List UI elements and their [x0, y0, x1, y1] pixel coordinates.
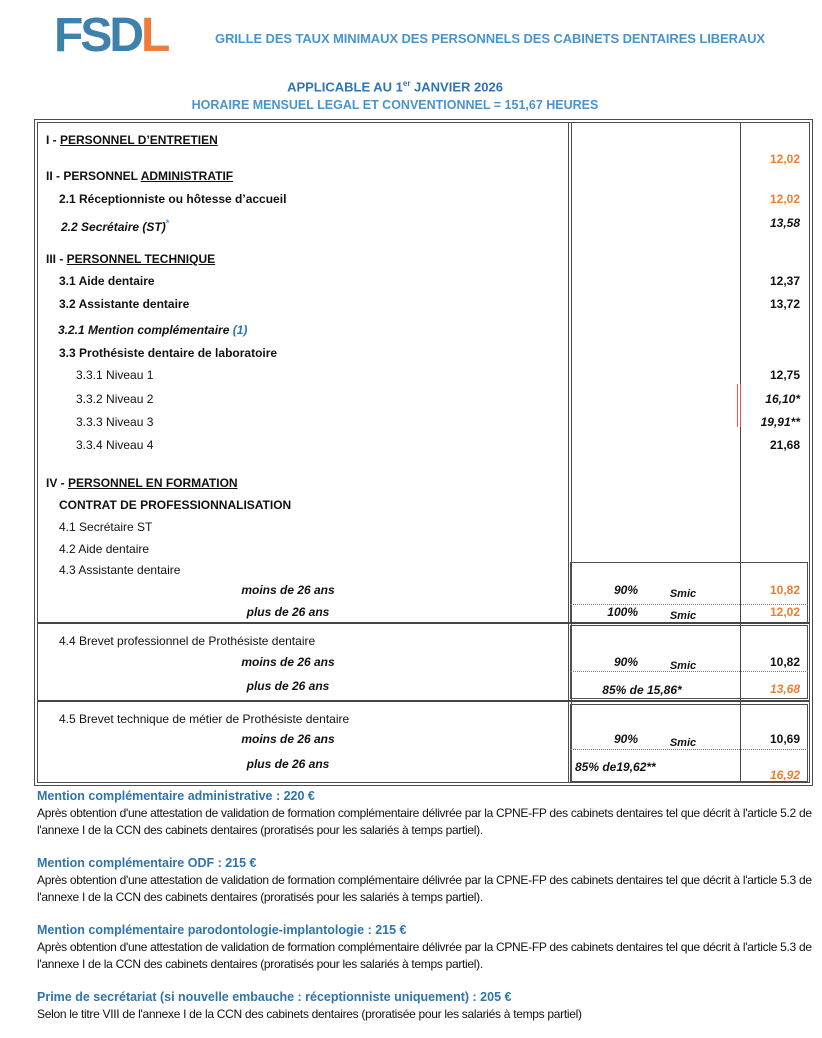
- dotted-divider-45: [570, 749, 808, 750]
- note-heading: Mention complémentaire ODF : 215 €: [37, 856, 257, 870]
- row-label-r2: II - PERSONNEL ADMINISTRATIF: [46, 169, 234, 183]
- rate-value: 12,75: [769, 368, 800, 382]
- row-label-r42: 4.2 Aide dentaire: [59, 542, 150, 556]
- note-block: [37, 787, 817, 839]
- rate-value: 12,02: [769, 605, 800, 619]
- note-block: [37, 921, 817, 973]
- row-label-r332: 3.3.2 Niveau 2: [76, 392, 154, 406]
- row-label-m43a: moins de 26 ans: [241, 583, 335, 597]
- row-label-r31: 3.1 Aide dentaire: [59, 274, 155, 288]
- row-label-m45b: plus de 26 ans: [246, 757, 330, 771]
- row-label-m44a: moins de 26 ans: [241, 655, 335, 669]
- formation-box-44: [570, 625, 808, 699]
- row-label-m43b: plus de 26 ans: [246, 605, 330, 619]
- row-label-r333: 3.3.3 Niveau 3: [76, 415, 154, 429]
- dotted-divider-44: [570, 671, 808, 672]
- section-divider-2: [38, 700, 809, 702]
- rate-formula: 85% de 15,86*: [602, 683, 682, 697]
- rate-value: 13,58: [769, 216, 800, 230]
- legal-hours-line: HORAIRE MENSUEL LEGAL ET CONVENTIONNEL = 151,67 HEURES: [191, 98, 599, 112]
- row-label-r21: 2.1 Réceptionniste ou hôtesse d’accueil: [59, 192, 287, 206]
- applicable-post: JANVIER 2026: [410, 79, 503, 95]
- rate-value: 13,68: [769, 682, 800, 696]
- percent-value: 90%: [613, 732, 638, 746]
- note-body: Après obtention d'une attestation de validation de formation complémentaire délivrée par la CPNE-FP des cabinets dentaires tel que décrit à l'article 5.2 de l'annexe I de la CCN des cabinets dentaires (proratisés pour les salariés à temps partiel).: [37, 806, 812, 837]
- row-label-m44b: plus de 26 ans: [246, 679, 330, 693]
- applicable-pre: APPLICABLE AU 1: [287, 79, 403, 95]
- logo-text-l: L: [141, 9, 168, 62]
- row-label-r334: 3.3.4 Niveau 4: [76, 438, 154, 452]
- note-heading: Prime de secrétariat (si nouvelle embauche : réceptionniste uniquement) : 205 €: [37, 990, 512, 1004]
- row-label-r32: 3.2 Assistante dentaire: [59, 297, 190, 311]
- row-label-rc: CONTRAT DE PROFESSIONNALISATION: [59, 498, 292, 512]
- row-label-r22: 2.2 Secrétaire (ST)*: [61, 218, 170, 234]
- row-label-r43: 4.3 Assistante dentaire: [59, 563, 181, 577]
- row-label-r4: IV - PERSONNEL EN FORMATION: [46, 476, 238, 490]
- note-heading: Mention complémentaire administrative : 220 €: [37, 789, 315, 803]
- logo-text-fsd: FSD: [54, 9, 141, 62]
- row-label-r45: 4.5 Brevet technique de métier de Prothésiste dentaire: [59, 712, 350, 726]
- applicable-ordinal: er: [402, 79, 411, 88]
- rate-value: 10,82: [769, 583, 800, 597]
- rate-value: 10,69: [769, 732, 800, 746]
- note-body: Selon le titre VIII de l'annexe I de la CCN des cabinets dentaires (proratisée pour les salariés à temps partiel): [37, 1007, 582, 1021]
- note-block: [37, 854, 817, 906]
- fsdl-logo: [54, 6, 167, 66]
- row-label-r1: I - PERSONNEL D’ENTRETIEN: [46, 133, 218, 147]
- formation-box-43: [570, 562, 808, 622]
- rate-value: 16,92: [769, 768, 800, 782]
- row-label-r44: 4.4 Brevet professionnel de Prothésiste dentaire: [59, 634, 316, 648]
- note-block: [37, 988, 817, 1023]
- smic-label: Smic: [669, 737, 697, 749]
- rate-value: 12,02: [769, 152, 800, 166]
- dotted-divider-43: [570, 604, 808, 605]
- rate-value: 10,82: [769, 655, 800, 669]
- rate-value: 21,68: [769, 438, 800, 452]
- percent-value: 90%: [613, 583, 638, 597]
- rate-value: 13,72: [769, 297, 800, 311]
- row-label-m45a: moins de 26 ans: [241, 732, 335, 746]
- row-label-r321: 3.2.1 Mention complémentaire (1): [58, 323, 248, 337]
- note-body: Après obtention d'une attestation de validation de formation complémentaire délivrée par la CPNE-FP des cabinets dentaires tel que décrit à l'article 5.3 de l'annexe I de la CCN des cabinets dentaires (proratisés pour les salariés à temps partiel).: [37, 940, 812, 971]
- percent-value: 100%: [607, 605, 638, 619]
- note-heading: Mention complémentaire parodontologie-implantologie : 215 €: [37, 923, 407, 937]
- applicable-date-line: [0, 79, 790, 94]
- notes-section: [37, 787, 817, 1038]
- note-body: Après obtention d'une attestation de validation de formation complémentaire délivrée par la CPNE-FP des cabinets dentaires tel que décrit à l'article 5.3 de l'annexe I de la CCN des cabinets dentaires (proratisés pour les salariés à temps partiel).: [37, 873, 812, 904]
- rate-value: 16,10*: [765, 392, 800, 406]
- rate-value: 12,37: [769, 274, 800, 288]
- row-label-r3: III - PERSONNEL TECHNIQUE: [46, 252, 216, 266]
- smic-label: Smic: [669, 610, 697, 622]
- revision-bar: [737, 384, 741, 427]
- rate-formula: 85% de19,62**: [575, 760, 656, 774]
- formation-box-45: [570, 704, 808, 782]
- section-divider-1: [38, 622, 809, 624]
- rate-table: [34, 119, 813, 786]
- row-label-r41: 4.1 Secrétaire ST: [59, 520, 153, 534]
- document-title: GRILLE DES TAUX MINIMAUX DES PERSONNELS DES CABINETS DENTAIRES LIBERAUX: [214, 31, 766, 46]
- rate-value: 12,02: [769, 192, 800, 206]
- percent-value: 90%: [613, 655, 638, 669]
- row-label-r33: 3.3 Prothésiste dentaire de laboratoire: [59, 346, 278, 360]
- smic-label: Smic: [669, 660, 697, 672]
- smic-label: Smic: [669, 588, 697, 600]
- row-label-r331: 3.3.1 Niveau 1: [76, 368, 154, 382]
- rate-value: 19,91**: [760, 415, 800, 429]
